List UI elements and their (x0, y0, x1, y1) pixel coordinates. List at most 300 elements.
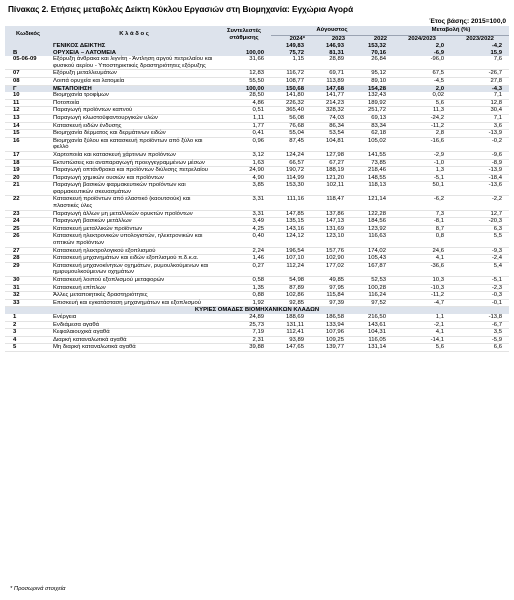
row-sector: Ενέργεια (51, 314, 217, 321)
row-value-2023: 121,20 (311, 174, 351, 182)
row-change-2023-2022: -2,2 (451, 196, 509, 210)
row-value-2023: 133,94 (311, 321, 351, 329)
row-sector: Παραγωγή οπτάνθρακα και προϊόντων διύλισης πετρελαίου (51, 167, 217, 175)
row-weight: 0,41 (217, 130, 271, 138)
row-change-2024-2023: 4,1 (393, 329, 451, 337)
row-change-2024-2023: -4,5 (393, 77, 451, 85)
row-value-2024: 141,80 (271, 92, 311, 99)
row-value-2022: 116,24 (351, 292, 393, 300)
row-code: 07 (5, 70, 51, 78)
row-value-2023: 118,47 (311, 196, 351, 210)
table-row (5, 92, 509, 99)
footnote: * Προσωρινά στοιχεία (10, 586, 66, 592)
row-weight: 3,85 (217, 182, 271, 196)
row-change-2024-2023: -2,9 (393, 151, 451, 159)
row-change-2024-2023: 11,3 (393, 107, 451, 115)
row-sector: Βιομηχανία ξύλου και κατασκευή προϊόντων από ξύλο και φελλό (51, 137, 217, 151)
row-weight: 0,88 (217, 292, 271, 300)
row-value-2022: 189,92 (351, 99, 393, 107)
row-value-2022: 100,28 (351, 284, 393, 292)
row-value-2022: 131,14 (351, 344, 393, 352)
row-value-2024: 102,86 (271, 292, 311, 300)
row-value-2022: 70,16 (351, 50, 393, 57)
row-change-2023-2022: 3,6 (451, 122, 509, 130)
row-value-2024: 365,40 (271, 107, 311, 115)
table-row (5, 262, 509, 276)
row-value-2023: 28,89 (311, 56, 351, 70)
row-value-2022: 153,32 (351, 43, 393, 50)
header-change-2023-2022: 2023/2022 (451, 36, 509, 44)
row-change-2024-2023: 1,3 (393, 167, 451, 175)
row-sector: Παραγωγή κλωστοϋφαντουργικών υλών (51, 114, 217, 122)
row-code: 30 (5, 277, 51, 285)
row-code: 5 (5, 344, 51, 352)
row-change-2024-2023: -2,1 (393, 321, 451, 329)
row-value-2022: 26,84 (351, 56, 393, 70)
row-weight: 24,89 (217, 314, 271, 321)
row-change-2023-2022: -13,6 (451, 182, 509, 196)
row-weight: 4,25 (217, 225, 271, 233)
row-change-2023-2022: 7,1 (451, 92, 509, 99)
row-change-2024-2023: -10,3 (393, 284, 451, 292)
row-sector: Κατασκευή προϊόντων από ελαστικό (καουτσούκ) και πλαστικές ύλες (51, 196, 217, 210)
row-value-2023: 157,76 (311, 247, 351, 255)
row-weight: 7,19 (217, 329, 271, 337)
table-row (5, 56, 509, 70)
row-change-2023-2022: -13,9 (451, 167, 509, 175)
row-sector: Βιομηχανία τροφίμων (51, 92, 217, 99)
row-value-2023: 147,13 (311, 218, 351, 226)
row-value-2022: 104,31 (351, 329, 393, 337)
row-weight: 2,24 (217, 247, 271, 255)
row-value-2024: 196,54 (271, 247, 311, 255)
table-row (5, 122, 509, 130)
row-value-2024: 54,98 (271, 277, 311, 285)
row-change-2024-2023: -14,1 (393, 336, 451, 344)
row-value-2024: 87,45 (271, 137, 311, 151)
row-value-2024: 108,77 (271, 77, 311, 85)
row-value-2022: 69,13 (351, 114, 393, 122)
row-value-2024: 56,08 (271, 114, 311, 122)
row-weight: 0,58 (217, 277, 271, 285)
row-change-2024-2023: 4,1 (393, 255, 451, 263)
row-change-2024-2023: -1,0 (393, 159, 451, 167)
row-weight: 2,31 (217, 336, 271, 344)
row-sector: Κατασκευή ηλεκτρολογικού εξοπλισμού (51, 247, 217, 255)
row-value-2024: 147,85 (271, 210, 311, 218)
table-row (5, 114, 509, 122)
row-sector: Κατασκευή ειδών ένδυσης (51, 122, 217, 130)
row-code: 2 (5, 321, 51, 329)
row-value-2023: 104,81 (311, 137, 351, 151)
row-value-2023: 97,95 (311, 284, 351, 292)
row-value-2024: 124,12 (271, 233, 311, 247)
row-value-2023: 177,02 (311, 262, 351, 276)
row-value-2022: 121,14 (351, 196, 393, 210)
row-change-2024-2023: 2,8 (393, 130, 451, 138)
row-weight: 1,11 (217, 114, 271, 122)
row-value-2022: 154,28 (351, 85, 393, 92)
row-change-2023-2022: -4,3 (451, 85, 509, 92)
table-row (5, 292, 509, 300)
row-value-2023: 188,19 (311, 167, 351, 175)
row-value-2024: 149,83 (271, 43, 311, 50)
row-value-2023: 146,93 (311, 43, 351, 50)
row-code: 26 (5, 233, 51, 247)
row-value-2024: 1,15 (271, 56, 311, 70)
row-change-2023-2022: 6,3 (451, 225, 509, 233)
table-row (5, 233, 509, 247)
row-change-2023-2022: -9,6 (451, 151, 509, 159)
row-value-2022: 132,43 (351, 92, 393, 99)
row-value-2023: 147,68 (311, 85, 351, 92)
row-value-2023: 328,32 (311, 107, 351, 115)
row-weight: 0,96 (217, 137, 271, 151)
row-value-2022: 105,43 (351, 255, 393, 263)
row-change-2023-2022: 12,8 (451, 99, 509, 107)
row-value-2024: 92,85 (271, 299, 311, 307)
row-value-2024: 112,41 (271, 329, 311, 337)
table-row (5, 218, 509, 226)
table-row (5, 99, 509, 107)
row-weight: 0,51 (217, 107, 271, 115)
row-change-2023-2022: -0,3 (451, 292, 509, 300)
row-code: 24 (5, 218, 51, 226)
row-change-2023-2022: 3,5 (451, 329, 509, 337)
table-row (5, 182, 509, 196)
table-body (5, 43, 509, 351)
table-row (5, 321, 509, 329)
row-weight: 3,12 (217, 151, 271, 159)
row-value-2023: 113,89 (311, 77, 351, 85)
row-value-2023: 97,39 (311, 299, 351, 307)
row-change-2024-2023: 67,5 (393, 70, 451, 78)
row-sector: Εκτυπώσεις και αναπαραγωγή προεγγεγραμμένων μέσων (51, 159, 217, 167)
row-value-2024: 226,32 (271, 99, 311, 107)
row-change-2023-2022: -5,9 (451, 336, 509, 344)
row-value-2023: 127,98 (311, 151, 351, 159)
row-sector: Διαρκή καταναλωτικά αγαθά (51, 336, 217, 344)
row-sector: Βιομηχανία δέρματος και δερμάτινων ειδών (51, 130, 217, 138)
row-value-2023: 137,86 (311, 210, 351, 218)
row-change-2023-2022: -5,1 (451, 277, 509, 285)
row-value-2022: 251,72 (351, 107, 393, 115)
row-code: 3 (5, 329, 51, 337)
row-change-2023-2022: 6,6 (451, 344, 509, 352)
row-change-2024-2023: 7,3 (393, 210, 451, 218)
row-sector: Επισκευή και εγκατάσταση μηχανημάτων και εξοπλισμού (51, 299, 217, 307)
row-weight: 1,63 (217, 159, 271, 167)
row-value-2023: 49,85 (311, 277, 351, 285)
row-change-2024-2023: -6,2 (393, 196, 451, 210)
row-weight: 25,73 (217, 321, 271, 329)
row-code: 31 (5, 284, 51, 292)
row-code: 12 (5, 107, 51, 115)
table-row (5, 85, 509, 92)
table-row (5, 196, 509, 210)
row-value-2022: 184,56 (351, 218, 393, 226)
row-value-2022: 122,28 (351, 210, 393, 218)
row-sector: Παραγωγή προϊόντων καπνού (51, 107, 217, 115)
row-change-2023-2022: -2,3 (451, 284, 509, 292)
row-value-2022: 97,52 (351, 299, 393, 307)
row-change-2023-2022: -13,9 (451, 130, 509, 138)
row-weight: 28,50 (217, 92, 271, 99)
row-weight: 1,92 (217, 299, 271, 307)
row-value-2024: 124,24 (271, 151, 311, 159)
row-value-2022: 143,61 (351, 321, 393, 329)
row-value-2022: 105,02 (351, 137, 393, 151)
row-change-2023-2022: 27,8 (451, 77, 509, 85)
row-value-2023: 53,54 (311, 130, 351, 138)
table-row (5, 225, 509, 233)
row-value-2022: 73,85 (351, 159, 393, 167)
row-value-2023: 67,27 (311, 159, 351, 167)
row-sector: Κατασκευή μηχανημάτων και ειδών εξοπλισμού π.δ.κ.α. (51, 255, 217, 263)
header-2022: 2022 (351, 36, 393, 44)
row-value-2024: 147,65 (271, 344, 311, 352)
row-weight: 24,90 (217, 167, 271, 175)
table-row (5, 137, 509, 151)
row-value-2024: 116,72 (271, 70, 311, 78)
row-code: 14 (5, 122, 51, 130)
row-value-2023: 102,90 (311, 255, 351, 263)
row-value-2022: 218,46 (351, 167, 393, 175)
row-sector: ΟΡΥΧΕΙΑ – ΛΑΤΟΜΕΙΑ (51, 50, 217, 57)
row-value-2023: 115,84 (311, 292, 351, 300)
row-value-2022: 167,87 (351, 262, 393, 276)
row-change-2024-2023: -96,0 (393, 56, 451, 70)
row-change-2023-2022: -9,3 (451, 247, 509, 255)
row-sector: Παραγωγή άλλων μη μεταλλικών ορυκτών προϊόντων (51, 210, 217, 218)
row-change-2024-2023: 5,6 (393, 344, 451, 352)
table-row (5, 167, 509, 175)
row-code: 13 (5, 114, 51, 122)
row-value-2024: 114,99 (271, 174, 311, 182)
row-change-2024-2023: -11,2 (393, 122, 451, 130)
row-code: Β (5, 50, 51, 57)
row-change-2023-2022: 15,9 (451, 50, 509, 57)
row-weight: 31,66 (217, 56, 271, 70)
row-change-2024-2023: 5,6 (393, 99, 451, 107)
row-change-2024-2023: -8,1 (393, 218, 451, 226)
row-sector: Κεφαλαιουχικά αγαθά (51, 329, 217, 337)
turnover-table (5, 26, 509, 352)
row-value-2024: 111,16 (271, 196, 311, 210)
row-weight: 100,00 (217, 50, 271, 57)
row-value-2023: 139,77 (311, 344, 351, 352)
row-code: 32 (5, 292, 51, 300)
row-value-2024: 135,15 (271, 218, 311, 226)
table-header (5, 26, 509, 43)
row-value-2022: 123,92 (351, 225, 393, 233)
row-code: 25 (5, 225, 51, 233)
row-weight: 4,86 (217, 99, 271, 107)
row-value-2023: 131,69 (311, 225, 351, 233)
row-value-2023: 214,23 (311, 99, 351, 107)
row-code: 05-06-09 (5, 56, 51, 70)
row-change-2024-2023: 8,7 (393, 225, 451, 233)
row-value-2022: 118,13 (351, 182, 393, 196)
row-change-2024-2023: -4,7 (393, 299, 451, 307)
row-weight: 1,77 (217, 122, 271, 130)
row-change-2024-2023: 2,0 (393, 43, 451, 50)
row-value-2022: 116,63 (351, 233, 393, 247)
header-weights: Συντελεστές στάθμισης (217, 26, 271, 43)
row-sector: Λοιπά ορυχεία και λατομεία (51, 77, 217, 85)
row-weight: 12,83 (217, 70, 271, 78)
table-row (5, 210, 509, 218)
row-weight: 1,35 (217, 284, 271, 292)
row-code: 17 (5, 151, 51, 159)
row-change-2024-2023: 2,0 (393, 85, 451, 92)
row-sector: Άλλες μεταποιητικές δραστηριότητες (51, 292, 217, 300)
row-value-2024: 190,72 (271, 167, 311, 175)
row-sector: Κατασκευή μηχανοκίνητων οχημάτων, ρυμουλκούμενων και ημιρυμουλκούμενων οχημάτων (51, 262, 217, 276)
row-code: 27 (5, 247, 51, 255)
row-sector: Χαρτοποιία και κατασκευή χάρτινων προϊόντων (51, 151, 217, 159)
row-change-2024-2023: -36,6 (393, 262, 451, 276)
row-change-2024-2023: 0,8 (393, 233, 451, 247)
row-change-2024-2023: -6,9 (393, 50, 451, 57)
row-weight: 39,88 (217, 344, 271, 352)
row-value-2023: 186,58 (311, 314, 351, 321)
table-row (5, 151, 509, 159)
row-weight: 3,31 (217, 196, 271, 210)
row-change-2024-2023: 24,6 (393, 247, 451, 255)
row-code: 28 (5, 255, 51, 263)
table-row (5, 174, 509, 182)
row-sector: Ποτοποιία (51, 99, 217, 107)
row-value-2022: 62,18 (351, 130, 393, 138)
row-code: 33 (5, 299, 51, 307)
row-code: 08 (5, 77, 51, 85)
row-value-2024: 143,16 (271, 225, 311, 233)
row-change-2024-2023: -11,2 (393, 292, 451, 300)
row-code: 1 (5, 314, 51, 321)
header-august: Αύγουστος (271, 26, 393, 36)
row-sector: Κατασκευή επίπλων (51, 284, 217, 292)
row-change-2024-2023: -5,1 (393, 174, 451, 182)
row-value-2023: 69,71 (311, 70, 351, 78)
row-value-2024: 87,89 (271, 284, 311, 292)
row-code: 20 (5, 174, 51, 182)
row-code: 19 (5, 167, 51, 175)
row-change-2023-2022: -26,7 (451, 70, 509, 78)
row-value-2023: 109,25 (311, 336, 351, 344)
row-sector: Εξόρυξη μεταλλευμάτων (51, 70, 217, 78)
row-code: 4 (5, 336, 51, 344)
row-change-2023-2022: -4,2 (451, 43, 509, 50)
row-change-2024-2023: -24,2 (393, 114, 451, 122)
row-change-2023-2022: -18,4 (451, 174, 509, 182)
row-sector: Μη διαρκή καταναλωτικά αγαθά (51, 344, 217, 352)
row-code: 29 (5, 262, 51, 276)
table-row (5, 130, 509, 138)
table-row (5, 77, 509, 85)
row-change-2024-2023: 10,3 (393, 277, 451, 285)
row-change-2024-2023: 0,02 (393, 92, 451, 99)
row-change-2023-2022: -2,4 (451, 255, 509, 263)
row-weight (217, 43, 271, 50)
row-sector: Κατασκευή μεταλλικών προϊόντων (51, 225, 217, 233)
row-code: Γ (5, 85, 51, 92)
row-value-2022: 148,55 (351, 174, 393, 182)
row-change-2023-2022: 30,4 (451, 107, 509, 115)
table-row (5, 247, 509, 255)
row-value-2023: 141,77 (311, 92, 351, 99)
row-weight: 55,50 (217, 77, 271, 85)
row-value-2024: 107,10 (271, 255, 311, 263)
header-change-2024-2023: 2024/2023 (393, 36, 451, 44)
row-value-2024: 55,04 (271, 130, 311, 138)
row-value-2023: 102,11 (311, 182, 351, 196)
row-code: 21 (5, 182, 51, 196)
row-value-2023: 86,34 (311, 122, 351, 130)
row-value-2024: 93,89 (271, 336, 311, 344)
row-code: 15 (5, 130, 51, 138)
table-row (5, 43, 509, 50)
row-code: 23 (5, 210, 51, 218)
row-value-2022: 174,02 (351, 247, 393, 255)
row-change-2023-2022: 5,5 (451, 233, 509, 247)
row-value-2022: 95,12 (351, 70, 393, 78)
row-value-2024: 131,11 (271, 321, 311, 329)
row-weight: 0,27 (217, 262, 271, 276)
row-value-2024: 150,68 (271, 85, 311, 92)
row-change-2024-2023: 1,1 (393, 314, 451, 321)
row-value-2024: 66,57 (271, 159, 311, 167)
row-change-2023-2022: -0,1 (451, 299, 509, 307)
table-row (5, 255, 509, 263)
table-row (5, 107, 509, 115)
row-value-2024: 153,30 (271, 182, 311, 196)
row-change-2024-2023: -16,6 (393, 137, 451, 151)
row-value-2022: 141,55 (351, 151, 393, 159)
base-year-label: Έτος βάσης: 2015=100,0 (429, 18, 506, 25)
table-row (5, 329, 509, 337)
row-weight: 100,00 (217, 85, 271, 92)
row-change-2023-2022: -20,3 (451, 218, 509, 226)
row-value-2023: 74,03 (311, 114, 351, 122)
header-code: Κωδικός (5, 26, 51, 43)
row-sector: ΓΕΝΙΚΟΣ ΔΕΙΚΤΗΣ (51, 43, 217, 50)
table-row (5, 299, 509, 307)
row-sector: Παραγωγή χημικών ουσιών και προϊόντων (51, 174, 217, 182)
table-row (5, 277, 509, 285)
row-change-2023-2022: -8,9 (451, 159, 509, 167)
row-value-2022: 216,50 (351, 314, 393, 321)
row-sector: Παραγωγή βασικών μετάλλων (51, 218, 217, 226)
header-sector: Κ λ ά δ ο ς (51, 26, 217, 43)
row-sector: Κατασκευή ηλεκτρονικών υπολογιστών, ηλεκτρονικών και οπτικών προϊόντων (51, 233, 217, 247)
row-value-2024: 75,72 (271, 50, 311, 57)
row-value-2022: 83,34 (351, 122, 393, 130)
row-code: 22 (5, 196, 51, 210)
group-header-row (5, 307, 509, 314)
row-value-2024: 112,24 (271, 262, 311, 276)
row-sector: Παραγωγή βασικών φαρμακευτικών προϊόντων και φαρμακευτικών σκευασμάτων (51, 182, 217, 196)
row-sector: Ενδιάμεσα αγαθά (51, 321, 217, 329)
table-title: Πίνακας 2. Ετήσιες μεταβολές Δείκτη Κύκλου Εργασιών στη Βιομηχανία: Εγχώρια Αγορά (8, 5, 354, 14)
header-change: Μεταβολή (%) (393, 26, 509, 36)
header-2023: 2023 (311, 36, 351, 44)
table-row (5, 284, 509, 292)
row-weight: 1,46 (217, 255, 271, 263)
row-sector: Εξόρυξη άνθρακα και λιγνίτη - Άντληση αργού πετρελαίου και φυσικού αερίου - Υποστηρικτικές δραστηριότητες εξόρυξης (51, 56, 217, 70)
row-weight: 3,31 (217, 210, 271, 218)
table-row (5, 336, 509, 344)
